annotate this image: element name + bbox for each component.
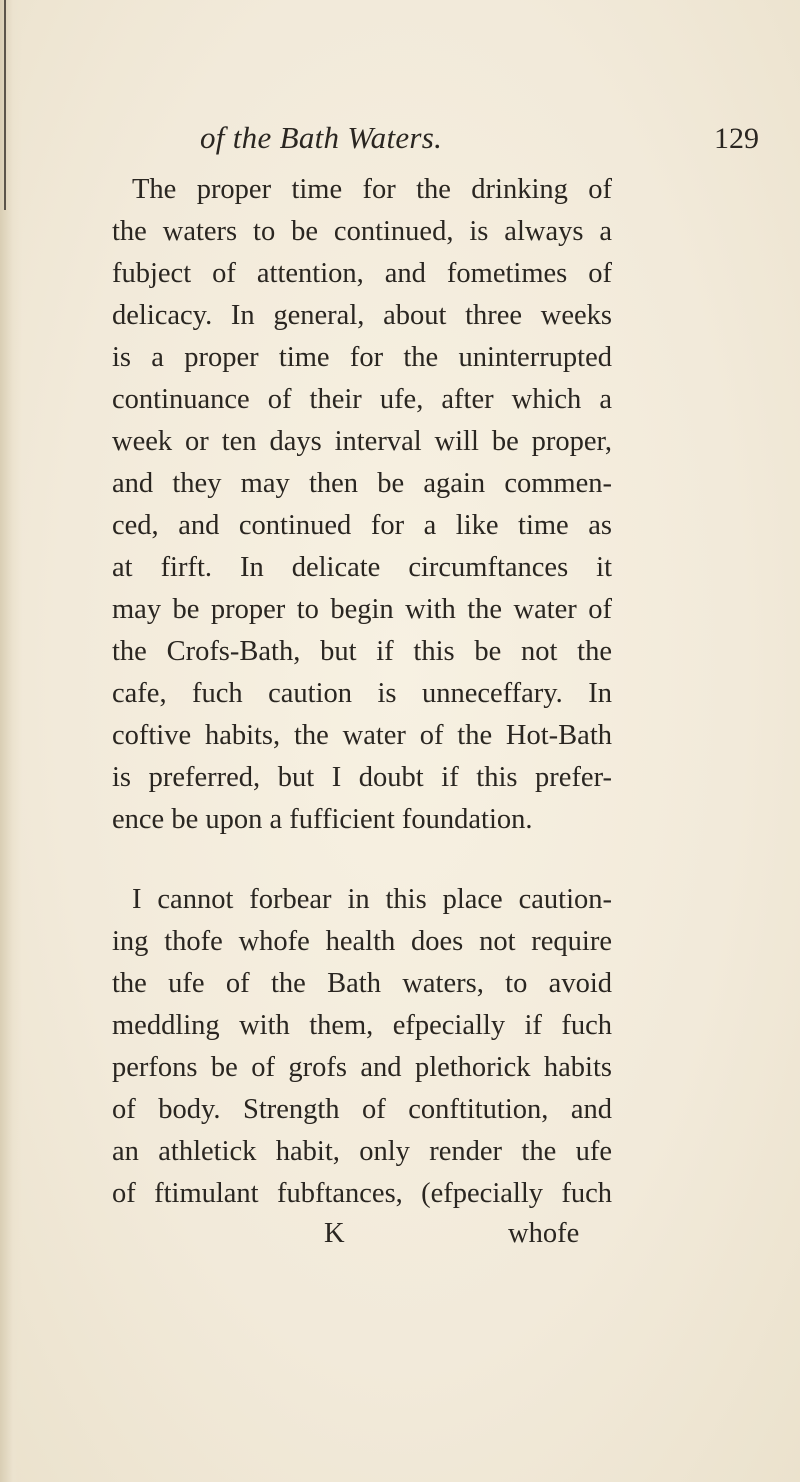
page-header — [0, 120, 800, 170]
text-line: continuance of their ufe, after which a — [112, 384, 612, 415]
text-line: an athletick habit, only render the ufe — [112, 1136, 612, 1167]
text-line: meddling with them, efpecially if fuch — [112, 1010, 612, 1041]
gutter-shadow — [0, 0, 22, 1482]
text-line: of ftimulant fubftances, (efpecially fuch — [112, 1178, 612, 1209]
text-line: cafe, fuch caution is unneceffary. In — [112, 678, 612, 709]
text-line: delicacy. In general, about three weeks — [112, 300, 612, 331]
text-line: week or ten days interval will be proper, — [112, 426, 612, 457]
catchword: whofe — [508, 1218, 580, 1249]
text-line: is preferred, but I doubt if this prefer- — [112, 762, 612, 793]
text-line: the ufe of the Bath waters, to avoid — [112, 968, 612, 999]
text-line: is a proper time for the uninterrupted — [112, 342, 612, 373]
text-line: fubject of attention, and fometimes of — [112, 258, 612, 289]
signature-mark: K — [324, 1218, 345, 1249]
text-line: of body. Strength of conftitution, and — [112, 1094, 612, 1125]
text-line: the waters to be continued, is always a — [112, 216, 612, 247]
text-line: coftive habits, the water of the Hot-Bath — [112, 720, 612, 751]
text-line: the Crofs-Bath, but if this be not the — [112, 636, 612, 667]
text-line: and they may then be again commen- — [112, 468, 612, 499]
gutter-edge-line — [4, 0, 6, 210]
text-line: at firft. In delicate circumftances it — [112, 552, 612, 583]
text-line: The proper time for the drinking of — [132, 174, 612, 205]
text-line: I cannot forbear in this place caution- — [132, 884, 612, 915]
text-line: perfons be of grofs and plethorick habits — [112, 1052, 612, 1083]
page-footer — [0, 1218, 800, 1258]
page-number: 129 — [714, 122, 759, 155]
text-line: may be proper to begin with the water of — [112, 594, 612, 625]
running-head: of the Bath Waters. — [200, 120, 443, 155]
text-line: ing thofe whofe health does not require — [112, 926, 612, 957]
text-line: ence be upon a fufficient foundation. — [112, 804, 533, 835]
text-line: ced, and continued for a like time as — [112, 510, 612, 541]
